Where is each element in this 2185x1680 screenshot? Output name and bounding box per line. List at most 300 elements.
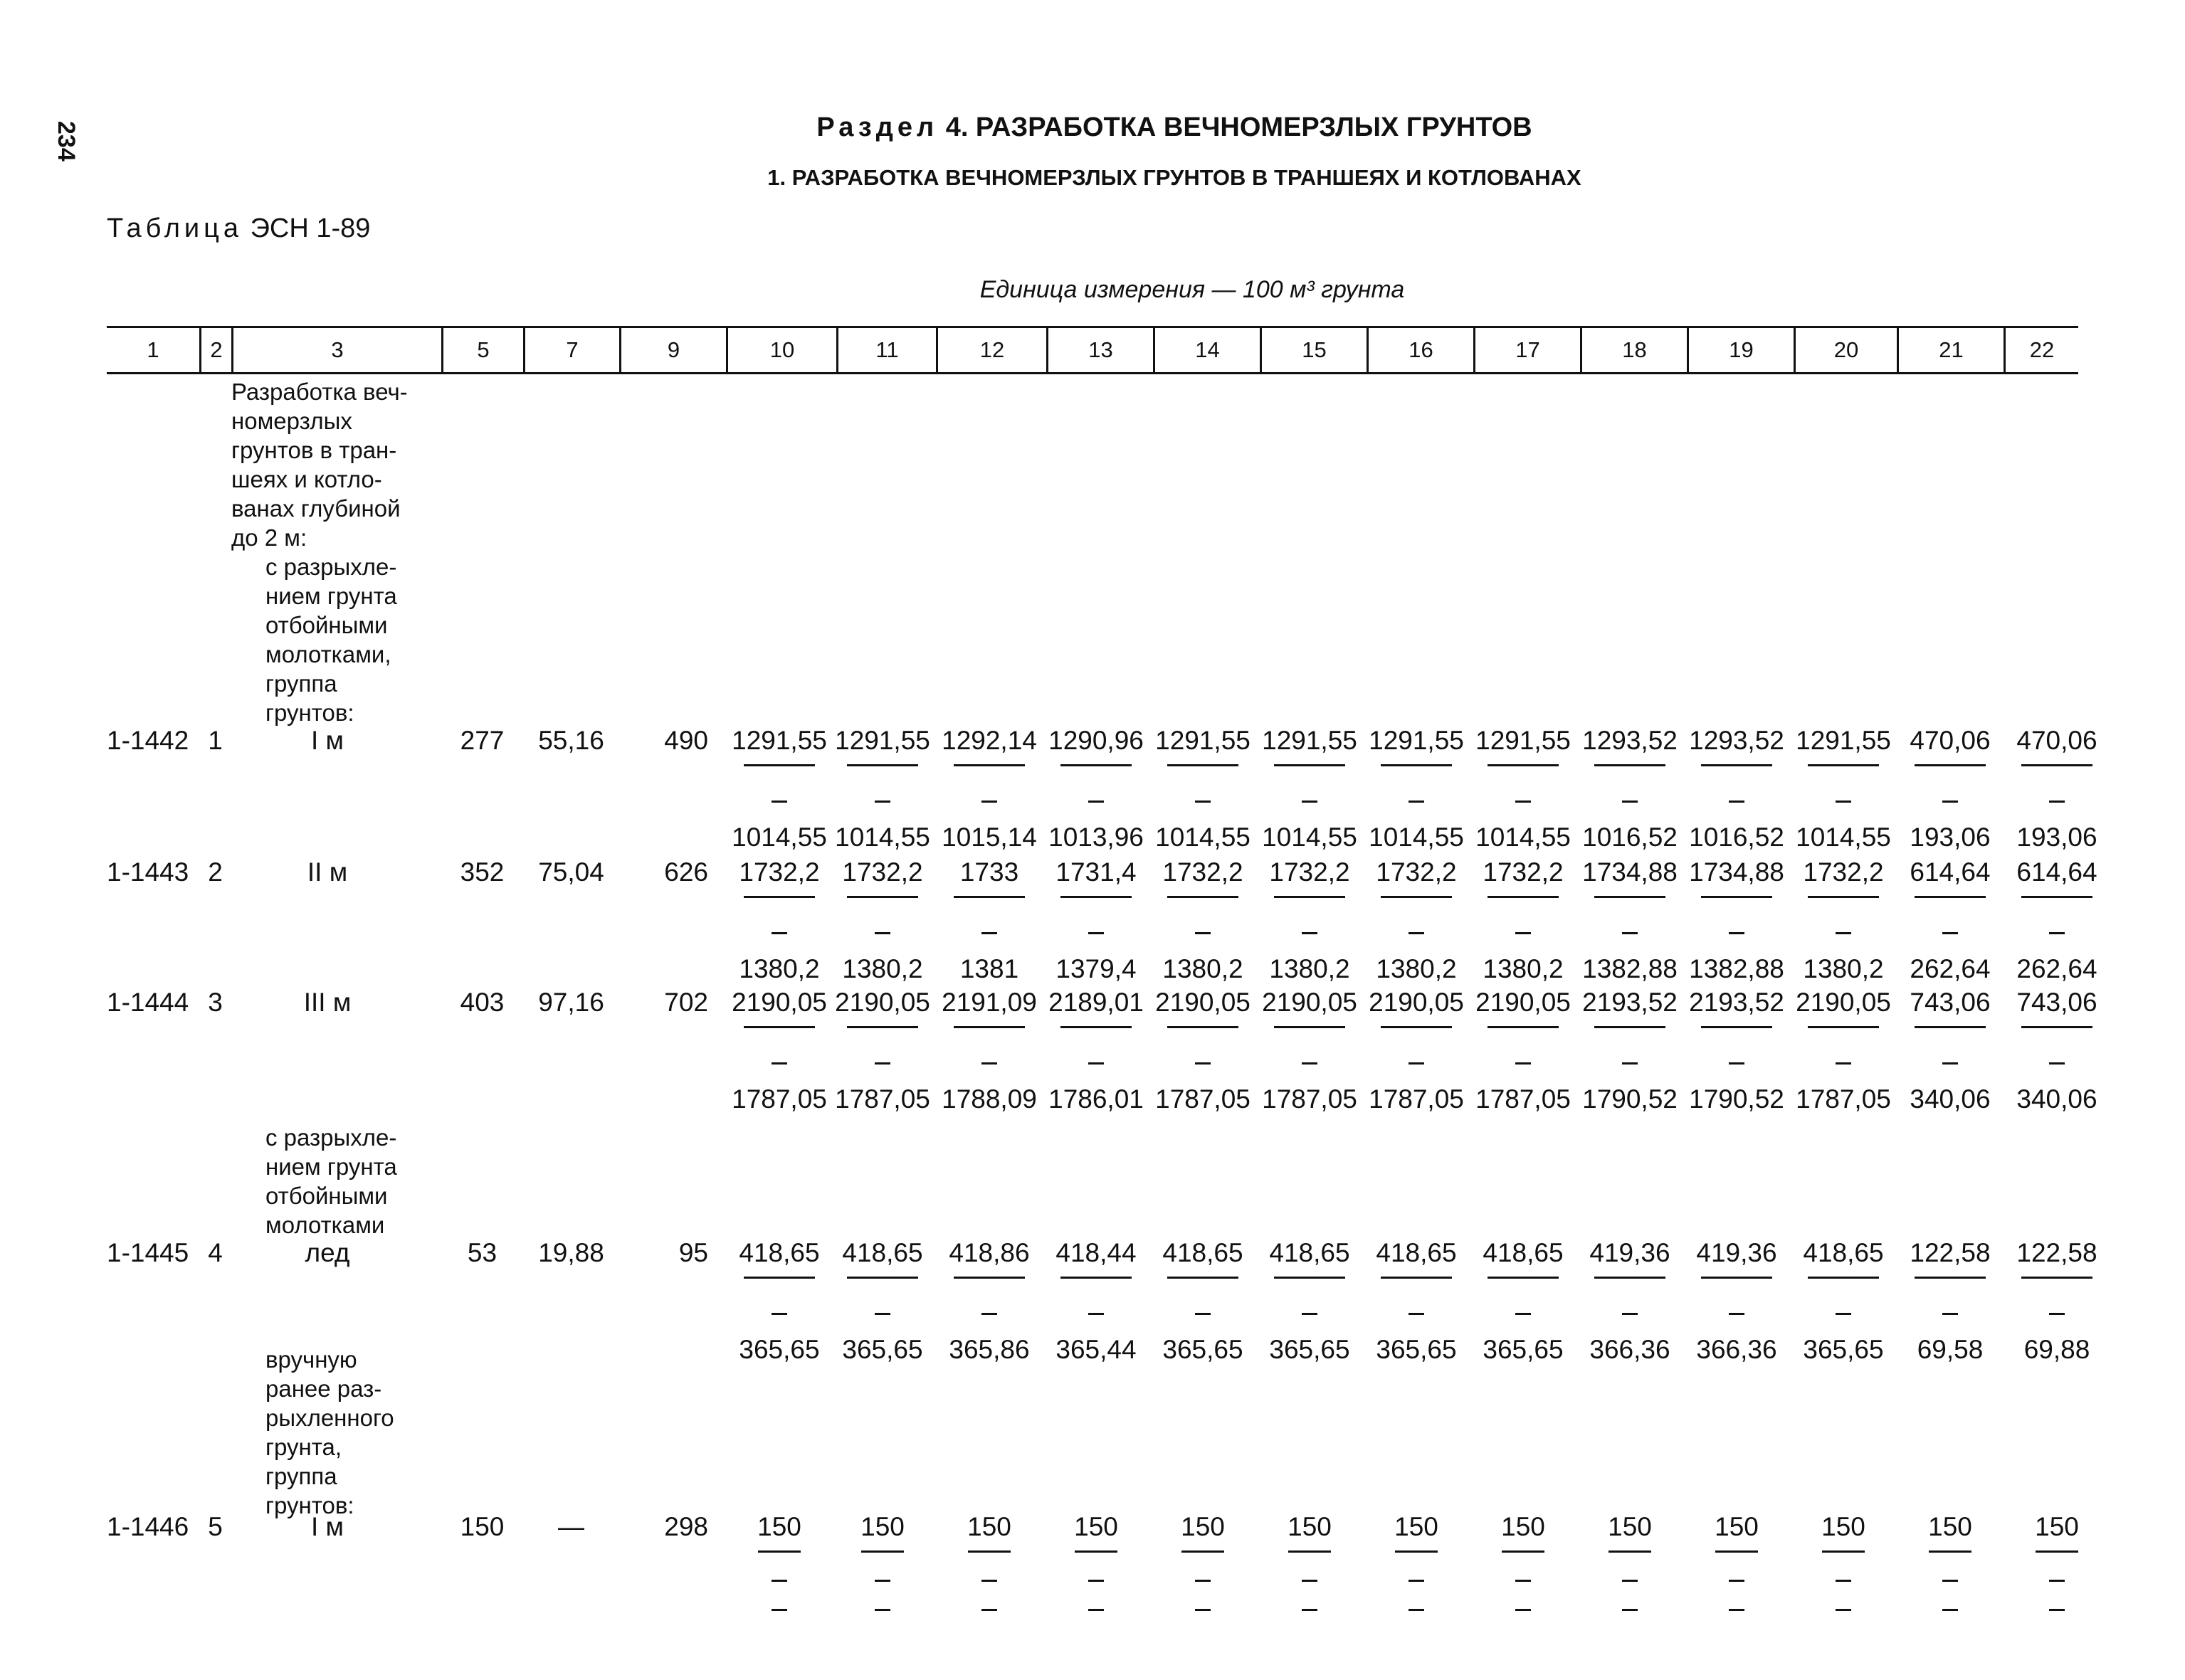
fraction-bottom: 1014,55	[1262, 823, 1357, 852]
cell-col-5: 53	[467, 1238, 497, 1267]
fraction-dash	[772, 1062, 787, 1064]
fraction-bar	[2021, 896, 2092, 898]
desc-line: рыхленного	[265, 1405, 394, 1431]
fraction-value	[1152, 726, 1255, 852]
header-col-9: 9	[619, 328, 726, 372]
desc-line: с разрыхле-	[265, 1124, 397, 1151]
fraction-dash	[1942, 1580, 1958, 1582]
desc-line: грунтов:	[265, 1492, 354, 1518]
fraction-bar	[1929, 1550, 1971, 1553]
fraction-bottom: 1787,05	[835, 1084, 930, 1114]
desc-line: группа	[265, 1463, 337, 1489]
cell-col-7: 19,88	[538, 1238, 604, 1267]
fraction-top: 614,64	[1910, 857, 1991, 887]
row-name: I м	[311, 726, 344, 755]
fraction-top: 2190,05	[1369, 988, 1464, 1017]
fraction-value	[831, 1238, 934, 1365]
row-code: 1-1442	[107, 726, 189, 755]
fraction-value	[1258, 1238, 1362, 1365]
fraction-dash	[1195, 1313, 1211, 1315]
fraction-dash	[1836, 1609, 1851, 1611]
fraction-bar	[1715, 1550, 1758, 1553]
fraction-top: 1732,2	[842, 857, 923, 887]
fraction-dash	[1088, 801, 1104, 803]
fraction-value	[1685, 1238, 1789, 1365]
fraction-bottom: 1016,52	[1689, 823, 1784, 852]
desc-line: грунтов:	[265, 699, 354, 726]
fraction-bottom: 1014,55	[1475, 823, 1571, 852]
cell-col-9: 95	[678, 1238, 708, 1267]
fraction-value	[1579, 988, 1682, 1114]
fraction-value	[1258, 1512, 1362, 1611]
desc-line: отбойными	[265, 1183, 388, 1209]
cell-col-9: 490	[664, 726, 708, 755]
fraction-top: 419,36	[1589, 1238, 1670, 1267]
fraction-value	[1152, 857, 1255, 984]
fraction-bar	[1594, 1277, 1665, 1279]
fraction-bottom: 1014,55	[732, 823, 827, 852]
cell-col-5: 403	[460, 988, 505, 1017]
header-col-10: 10	[726, 328, 836, 372]
fraction-bar	[744, 1277, 815, 1279]
fraction-dash	[1836, 801, 1851, 803]
row-number: 2	[208, 857, 223, 887]
section-prefix: Раздел	[816, 112, 939, 142]
desc-line: грунтов в тран-	[231, 437, 397, 463]
fraction-value	[1152, 988, 1255, 1114]
fraction-value	[1899, 1512, 2002, 1611]
fraction-bar	[744, 764, 815, 766]
fraction-bottom: 365,86	[949, 1335, 1030, 1364]
fraction-bottom: 365,65	[739, 1335, 820, 1364]
header-col-21: 21	[1897, 328, 2004, 372]
fraction-bar	[1395, 1550, 1438, 1553]
fraction-top: 1734,88	[1582, 857, 1678, 887]
fraction-dash	[1302, 1313, 1317, 1315]
fraction-dash	[1302, 932, 1317, 934]
fraction-bottom: 262,64	[2016, 954, 2097, 983]
fraction-dash	[875, 1580, 890, 1582]
fraction-dash	[981, 1062, 997, 1064]
fraction-value	[831, 988, 934, 1114]
fraction-bottom: 1788,09	[942, 1084, 1037, 1114]
fraction-bottom: 1014,55	[835, 823, 930, 852]
fraction-top: 122,58	[1910, 1238, 1991, 1267]
fraction-dash	[1836, 1580, 1851, 1582]
fraction-value	[1899, 1238, 2002, 1365]
desc-line: ранее раз-	[265, 1375, 382, 1402]
row-number: 3	[208, 988, 223, 1017]
fraction-bar	[744, 896, 815, 898]
fraction-bar	[1060, 1277, 1132, 1279]
header-col-13: 13	[1046, 328, 1153, 372]
fraction-value	[1472, 988, 1575, 1114]
fraction-bottom: 1379,4	[1055, 954, 1137, 983]
fraction-bottom: 193,06	[2016, 823, 2097, 852]
header-col-18: 18	[1580, 328, 1687, 372]
desc-line: вручную	[265, 1346, 357, 1373]
fraction-top: 1732,2	[1483, 857, 1564, 887]
fraction-dash	[1195, 1062, 1211, 1064]
fraction-value	[1579, 726, 1682, 852]
cell-col-5: 352	[460, 857, 505, 887]
header-rule-bottom	[107, 372, 2078, 374]
fraction-top: 1291,55	[1369, 726, 1464, 755]
desc-line: до 2 м:	[231, 524, 307, 551]
fraction-dash	[1622, 1580, 1638, 1582]
fraction-dash	[1515, 1313, 1531, 1315]
header-col-17: 17	[1473, 328, 1580, 372]
fraction-top: 1291,55	[1475, 726, 1571, 755]
fraction-dash	[875, 932, 890, 934]
fraction-dash	[1942, 1062, 1958, 1064]
fraction-top: 2190,05	[732, 988, 827, 1017]
fraction-top: 418,65	[1269, 1238, 1350, 1267]
fraction-bottom: 1380,2	[1269, 954, 1350, 983]
table-code: ЭСН 1-89	[250, 213, 371, 243]
fraction-bar	[2021, 1026, 2092, 1028]
fraction-dash	[2049, 932, 2065, 934]
fraction-top: 418,65	[1803, 1238, 1884, 1267]
fraction-top: 2193,52	[1582, 988, 1678, 1017]
fraction-value	[728, 726, 831, 852]
unit-of-measure: Единица измерения — 100 м³ грунта	[979, 276, 1405, 303]
cell-col-7: 55,16	[538, 726, 604, 755]
fraction-top: 2190,05	[1796, 988, 1891, 1017]
fraction-top: 1293,52	[1582, 726, 1678, 755]
fraction-top: 150	[757, 1512, 801, 1541]
cell-col-9: 626	[664, 857, 708, 887]
row-code: 1-1443	[107, 857, 189, 887]
fraction-bar	[954, 1026, 1025, 1028]
fraction-value	[1152, 1512, 1255, 1611]
desc-line: с разрыхле-	[265, 554, 397, 580]
fraction-value	[1472, 726, 1575, 852]
fraction-bar	[1381, 1277, 1452, 1279]
table-label	[107, 213, 370, 244]
fraction-bar	[1167, 1277, 1238, 1279]
cell-col-7: 75,04	[538, 857, 604, 887]
fraction-value	[1579, 857, 1682, 984]
fraction-value	[831, 1512, 934, 1611]
fraction-bar	[1274, 764, 1345, 766]
fraction-value	[938, 1238, 1041, 1365]
fraction-dash	[1729, 1313, 1744, 1315]
fraction-value	[728, 1238, 831, 1365]
fraction-bottom: 1381	[959, 954, 1019, 983]
fraction-dash	[1622, 1609, 1638, 1611]
fraction-bottom: 1790,52	[1582, 1084, 1678, 1114]
fraction-top: 1734,88	[1689, 857, 1784, 887]
header-col-12: 12	[936, 328, 1046, 372]
desc-hammer	[265, 552, 397, 727]
header-col-22: 22	[2004, 328, 2078, 372]
fraction-bar	[1915, 896, 1986, 898]
fraction-dash	[772, 1609, 787, 1611]
fraction-bar	[1701, 1277, 1772, 1279]
fraction-value	[1792, 1238, 1895, 1365]
header-col-19: 19	[1687, 328, 1794, 372]
fraction-top: 1291,55	[835, 726, 930, 755]
fraction-bottom: 1014,55	[1369, 823, 1464, 852]
fraction-top: 150	[967, 1512, 1011, 1541]
fraction-bottom: 1786,01	[1048, 1084, 1144, 1114]
fraction-value	[1579, 1512, 1682, 1611]
fraction-bottom: 1787,05	[1369, 1084, 1464, 1114]
fraction-bottom: 340,06	[2016, 1084, 2097, 1114]
fraction-top: 1291,55	[1155, 726, 1251, 755]
fraction-value	[728, 1512, 831, 1611]
fraction-dash	[1409, 1580, 1424, 1582]
fraction-bar	[1488, 1026, 1559, 1028]
fraction-top: 1732,2	[1162, 857, 1243, 887]
desc-manual	[265, 1345, 394, 1520]
fraction-bar	[1609, 1550, 1651, 1553]
fraction-bar	[1167, 1026, 1238, 1028]
fraction-bottom: 1380,2	[842, 954, 923, 983]
row-code: 1-1445	[107, 1238, 189, 1267]
fraction-bar	[954, 764, 1025, 766]
fraction-dash	[2049, 1609, 2065, 1611]
fraction-bottom: 1380,2	[1483, 954, 1564, 983]
fraction-dash	[981, 1313, 997, 1315]
fraction-bar	[1701, 764, 1772, 766]
fraction-bar	[968, 1550, 1011, 1553]
fraction-bar	[1274, 1026, 1345, 1028]
desc-line: шеях и котло-	[231, 466, 382, 492]
desc-line: грунта,	[265, 1434, 342, 1460]
desc-line: молотками	[265, 1212, 385, 1238]
fraction-dash	[1302, 801, 1317, 803]
fraction-value	[2006, 988, 2109, 1114]
fraction-dash	[1409, 1062, 1424, 1064]
header-col-14: 14	[1153, 328, 1260, 372]
fraction-dash	[2049, 1313, 2065, 1315]
fraction-dash	[1942, 1313, 1958, 1315]
fraction-bottom: 365,65	[1483, 1335, 1564, 1364]
fraction-bottom: 1382,88	[1689, 954, 1784, 983]
fraction-dash	[1836, 1313, 1851, 1315]
row-name: II м	[307, 857, 348, 887]
fraction-value	[1152, 1238, 1255, 1365]
fraction-value	[1045, 988, 1148, 1114]
fraction-bar	[1288, 1550, 1331, 1553]
desc-line: нием грунта	[265, 583, 397, 609]
fraction-bottom: 1382,88	[1582, 954, 1678, 983]
fraction-bar	[2021, 764, 2092, 766]
fraction-bar	[1060, 764, 1132, 766]
fraction-value	[938, 1512, 1041, 1611]
fraction-value	[2006, 726, 2109, 852]
fraction-value	[1685, 726, 1789, 852]
fraction-top: 1732,2	[739, 857, 820, 887]
fraction-value	[1792, 988, 1895, 1114]
row-name: I м	[311, 1512, 344, 1541]
fraction-dash	[1942, 1609, 1958, 1611]
fraction-value	[2006, 857, 2109, 984]
fraction-bottom: 1013,96	[1048, 823, 1144, 852]
fraction-bar	[847, 1277, 918, 1279]
fraction-bottom: 1380,2	[1376, 954, 1457, 983]
fraction-dash	[875, 801, 890, 803]
fraction-value	[1685, 857, 1789, 984]
fraction-bottom: 193,06	[1910, 823, 1991, 852]
fraction-bar	[1701, 1026, 1772, 1028]
fraction-bar	[1274, 1277, 1345, 1279]
fraction-value	[1045, 857, 1148, 984]
fraction-top: 418,44	[1055, 1238, 1137, 1267]
fraction-bottom: 365,65	[1162, 1335, 1243, 1364]
fraction-dash	[1195, 801, 1211, 803]
fraction-dash	[1302, 1580, 1317, 1582]
fraction-value	[1045, 1238, 1148, 1365]
subsection-title: 1. РАЗРАБОТКА ВЕЧНОМЕРЗЛЫХ ГРУНТОВ В ТРАНШЕЯХ И КОТЛОВАНАХ	[767, 165, 1581, 190]
fraction-value	[1792, 726, 1895, 852]
fraction-dash	[772, 801, 787, 803]
fraction-bar	[1502, 1550, 1544, 1553]
fraction-dash	[772, 1313, 787, 1315]
row-name: лед	[305, 1238, 350, 1267]
fraction-dash	[1515, 801, 1531, 803]
fraction-top: 1732,2	[1376, 857, 1457, 887]
fraction-bottom: 1380,2	[1803, 954, 1884, 983]
fraction-bar	[1915, 1026, 1986, 1028]
fraction-dash	[2049, 1580, 2065, 1582]
fraction-bar	[1701, 896, 1772, 898]
fraction-bottom: 366,36	[1696, 1335, 1777, 1364]
section-title-text: 4. РАЗРАБОТКА ВЕЧНОМЕРЗЛЫХ ГРУНТОВ	[945, 112, 1532, 142]
fraction-value	[1045, 726, 1148, 852]
fraction-bottom: 365,65	[1376, 1335, 1457, 1364]
header-col-11: 11	[836, 328, 936, 372]
fraction-top: 1291,55	[1262, 726, 1357, 755]
desc-line: молотками,	[265, 641, 391, 667]
row-code: 1-1444	[107, 988, 189, 1017]
fraction-top: 1732,2	[1803, 857, 1884, 887]
fraction-top: 150	[1821, 1512, 1865, 1541]
fraction-dash	[875, 1609, 890, 1611]
fraction-bar	[1594, 764, 1665, 766]
fraction-bottom: 366,36	[1589, 1335, 1670, 1364]
fraction-dash	[1195, 1609, 1211, 1611]
fraction-value	[1258, 988, 1362, 1114]
fraction-top: 743,06	[1910, 988, 1991, 1017]
fraction-value	[1472, 1238, 1575, 1365]
fraction-dash	[1088, 1062, 1104, 1064]
header-col-7: 7	[523, 328, 619, 372]
fraction-value	[1472, 1512, 1575, 1611]
header-col-5: 5	[441, 328, 523, 372]
fraction-top: 1290,96	[1048, 726, 1144, 755]
header-col-2: 2	[199, 328, 231, 372]
desc-line: отбойными	[265, 612, 388, 638]
fraction-bar	[1060, 1026, 1132, 1028]
fraction-value	[1899, 988, 2002, 1114]
fraction-dash	[1088, 1580, 1104, 1582]
fraction-bottom: 1016,52	[1582, 823, 1678, 852]
fraction-value	[728, 988, 831, 1114]
header-col-3: 3	[231, 328, 441, 372]
fraction-top: 2191,09	[942, 988, 1037, 1017]
header-col-20: 20	[1794, 328, 1897, 372]
header-col-16: 16	[1367, 328, 1473, 372]
fraction-bar	[1488, 1277, 1559, 1279]
fraction-bar	[1808, 1277, 1879, 1279]
row-number: 4	[208, 1238, 223, 1267]
fraction-bar	[1594, 896, 1665, 898]
fraction-bar	[1060, 896, 1132, 898]
fraction-dash	[1622, 1313, 1638, 1315]
fraction-top: 150	[1928, 1512, 1972, 1541]
fraction-bar	[1381, 896, 1452, 898]
fraction-value	[1579, 1238, 1682, 1365]
fraction-value	[2006, 1512, 2109, 1611]
fraction-dash	[1729, 932, 1744, 934]
fraction-bottom: 365,44	[1055, 1335, 1137, 1364]
fraction-bar	[1594, 1026, 1665, 1028]
fraction-value	[831, 726, 934, 852]
fraction-top: 1291,55	[732, 726, 827, 755]
fraction-bar	[1381, 764, 1452, 766]
fraction-bar	[1822, 1550, 1865, 1553]
fraction-dash	[1515, 1609, 1531, 1611]
fraction-top: 418,65	[739, 1238, 820, 1267]
fraction-bar	[1808, 764, 1879, 766]
fraction-top: 614,64	[2016, 857, 2097, 887]
fraction-bottom: 1787,05	[1155, 1084, 1251, 1114]
fraction-top: 743,06	[2016, 988, 2097, 1017]
fraction-top: 1731,4	[1055, 857, 1137, 887]
fraction-bar	[954, 1277, 1025, 1279]
fraction-dash	[1409, 1609, 1424, 1611]
fraction-dash	[1515, 932, 1531, 934]
fraction-bar	[2021, 1277, 2092, 1279]
fraction-bottom: 340,06	[1910, 1084, 1991, 1114]
fraction-value	[2006, 1238, 2109, 1365]
fraction-bottom: 69,88	[2023, 1335, 2090, 1364]
header-col-15: 15	[1260, 328, 1367, 372]
fraction-dash	[1729, 1580, 1744, 1582]
fraction-bar	[1808, 896, 1879, 898]
fraction-bar	[2036, 1550, 2078, 1553]
fraction-bottom: 1787,05	[1475, 1084, 1571, 1114]
desc-line: ванах глубиной	[231, 495, 401, 522]
fraction-bar	[1075, 1550, 1117, 1553]
cell-col-9: 298	[664, 1512, 708, 1541]
fraction-bottom: 262,64	[1910, 954, 1991, 983]
fraction-dash	[1409, 801, 1424, 803]
fraction-dash	[981, 801, 997, 803]
fraction-value	[1365, 1238, 1468, 1365]
fraction-top: 2193,52	[1689, 988, 1784, 1017]
fraction-value	[1365, 857, 1468, 984]
table-prefix: Таблица	[107, 213, 243, 243]
fraction-dash	[1729, 1609, 1744, 1611]
fraction-top: 150	[860, 1512, 905, 1541]
fraction-dash	[2049, 1062, 2065, 1064]
fraction-bottom: 1015,14	[942, 823, 1037, 852]
fraction-bottom: 1380,2	[1162, 954, 1243, 983]
fraction-bar	[744, 1026, 815, 1028]
fraction-top: 470,06	[2016, 726, 2097, 755]
row-code: 1-1446	[107, 1512, 189, 1541]
desc-hammer-ice	[265, 1123, 397, 1240]
fraction-top: 2189,01	[1048, 988, 1144, 1017]
desc-line: группа	[265, 670, 337, 697]
fraction-value	[938, 988, 1041, 1114]
fraction-bottom: 1380,2	[739, 954, 820, 983]
fraction-top: 150	[1715, 1512, 1759, 1541]
